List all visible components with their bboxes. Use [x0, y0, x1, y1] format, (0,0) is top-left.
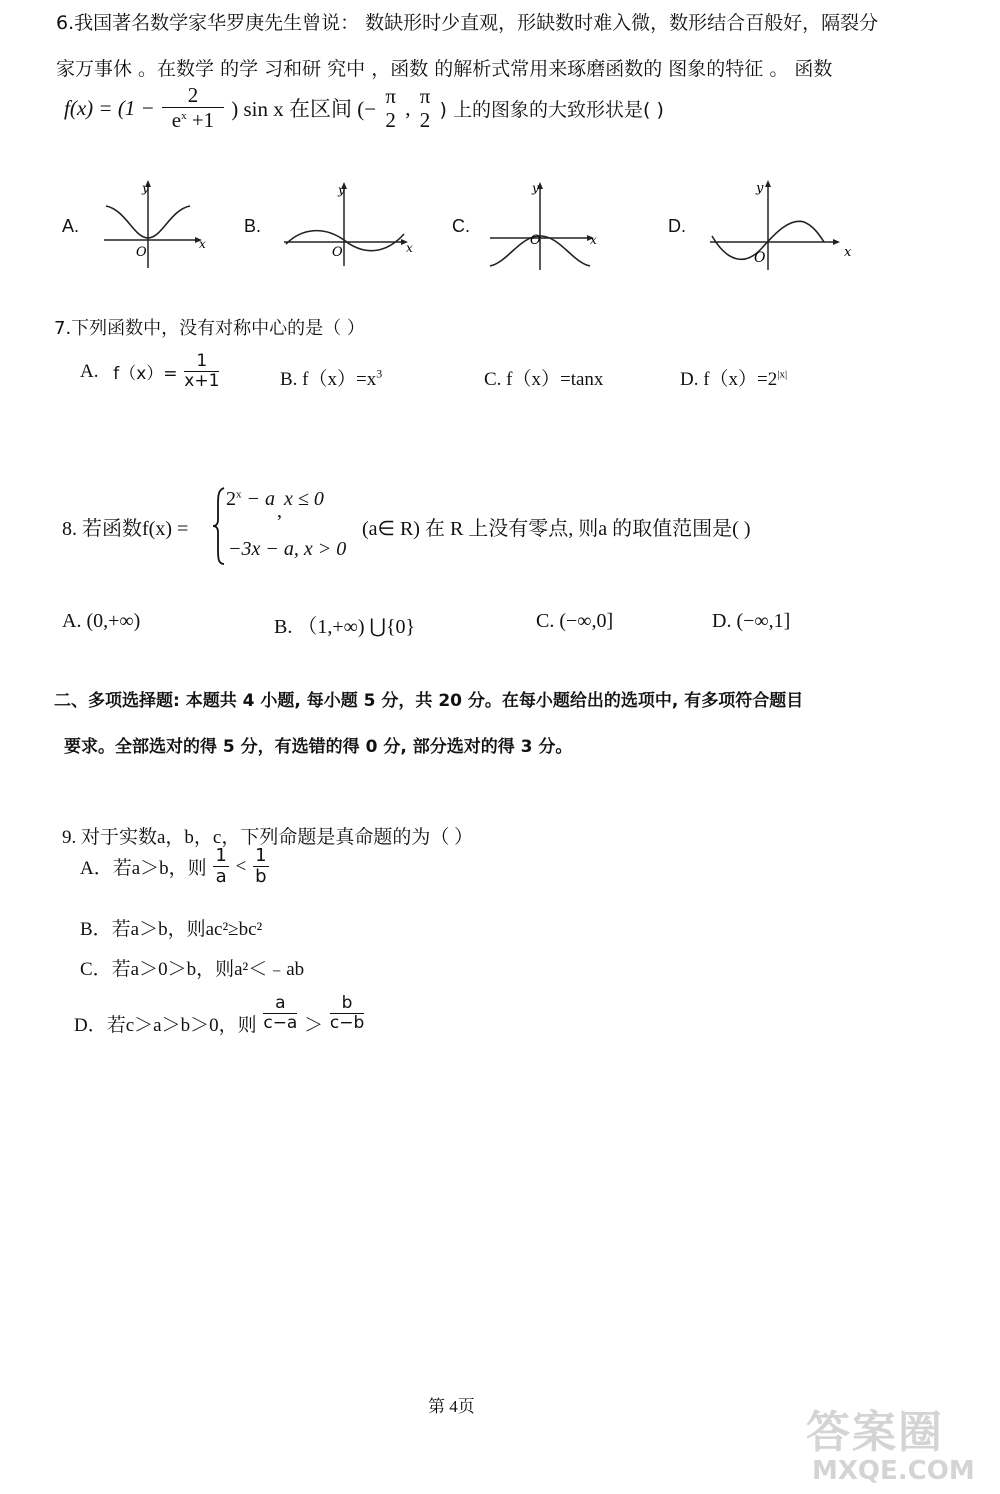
axis-x-label: x	[844, 245, 852, 260]
q8-tail: (a∈ R) 在 R 上没有零点, 则a 的取值范围是( )	[362, 518, 751, 540]
q8-option-c: C. (−∞,0]	[536, 610, 614, 632]
q9-a-lt: <	[235, 855, 247, 877]
q6-frac-den-e: e	[171, 108, 182, 133]
q6-option-b-label: B.	[244, 216, 262, 236]
origin-label: O	[136, 245, 147, 260]
axis-y-label: y	[142, 181, 149, 195]
q9-a-d1: a	[215, 865, 227, 887]
axis-x-label: x	[406, 241, 413, 255]
axis-y-label: y	[756, 181, 764, 196]
q7-a-text: f（x）=	[113, 364, 178, 385]
q9-a-pre: A．若a＞b，则	[80, 858, 207, 880]
origin-label: O	[530, 233, 541, 248]
q9-d-d1: c−a	[263, 1012, 298, 1033]
q6-frac-num: 2	[162, 84, 224, 108]
q7-option-c: C. f（x）=tanx	[484, 369, 604, 390]
q7-a-den: x+1	[184, 370, 220, 391]
watermark-logo: 答案圈	[806, 1407, 944, 1458]
q6-interval-left	[383, 85, 398, 132]
q6-option-b-graph	[280, 178, 420, 268]
origin-label: O	[754, 250, 766, 266]
q9-a-frac1	[213, 846, 228, 887]
axis-y-label: y	[532, 181, 539, 195]
q6-option-d-label: D.	[668, 216, 686, 236]
page-number: 第 4页	[428, 1397, 475, 1416]
q6-after-interval: ) 上的图象的大致形状是( )	[439, 98, 664, 121]
origin-label: O	[332, 245, 343, 260]
q8-case1-sup: x	[236, 488, 242, 501]
q7-a-num: 1	[184, 352, 219, 372]
q6-option-c-label: C.	[452, 216, 470, 236]
q8-lead: 8. 若函数f(x) =	[62, 518, 189, 540]
q9-d-pre: D．若c＞a＞b＞0，则	[74, 1015, 257, 1037]
q8-case1	[226, 488, 324, 522]
q8-option-d: D. (−∞,1]	[712, 610, 791, 632]
q6-two-1: 2	[385, 107, 396, 132]
q7-option-b	[280, 364, 382, 391]
q6-line1: 6.我国著名数学家华罗庚先生曾说： 数缺形时少直观，形缺数时难入微，数形结合百般好，隔裂分	[56, 12, 879, 34]
q6-option-d-graph	[706, 176, 862, 272]
q9-a-n1: 1	[215, 845, 227, 866]
q8-case1-comma: ,	[277, 500, 282, 522]
q6-line2: 家万事休 。在数学 的学 习和研 究中 ，函数 的解析式常用来琢磨函数的 图象的特征 。 函数	[56, 58, 833, 80]
q7-stem: 7.下列函数中，没有对称中心的是（ ）	[54, 318, 365, 339]
q8-option-a: A. (0,+∞)	[62, 610, 141, 632]
q8-case1-a: 2	[226, 488, 236, 510]
q6-option-a-graph	[98, 176, 210, 272]
q9-a-d2: b	[255, 865, 267, 887]
axis-x-label: x	[199, 237, 206, 251]
q6-interval-right	[418, 85, 433, 132]
q6-fraction	[162, 84, 224, 132]
section2-line2: 要求。全部选对的得 5 分，有选错的得 0 分, 部分选对的得 3 分。	[64, 737, 573, 757]
q9-d-frac1	[263, 994, 297, 1033]
q7-d-sup: |x|	[777, 368, 788, 381]
section2-line1: 二、多项选择题: 本题共 4 小题, 每小题 5 分，共 20 分。在每小题给出的选项中, 有多项符合题目	[54, 691, 804, 711]
q8-brace	[212, 486, 226, 566]
q9-a-n2: 1	[255, 845, 267, 866]
q9-stem: 9. 对于实数a，b，c，下列命题是真命题的为（ ）	[62, 827, 474, 848]
q7-option-a	[80, 352, 221, 408]
q8-case1-cond: x ≤ 0	[284, 488, 324, 510]
q9-option-a	[80, 846, 271, 898]
q6-pi-2: π	[419, 83, 431, 108]
q7-a-fraction	[184, 352, 219, 391]
q9-option-b: B．若a＞b，则ac²≥bc²	[80, 919, 263, 940]
q8-case1-b: − a	[241, 488, 275, 510]
q6-frac-den-exp: x	[181, 110, 187, 123]
q8-case2: −3x − a, x > 0	[228, 538, 347, 560]
q6-pi-1: π	[385, 83, 396, 108]
axis-x-label: x	[590, 233, 597, 247]
watermark-url: MXQE.COM	[812, 1456, 975, 1486]
q8-option-b: B. （1,+∞) ⋃{0}	[274, 616, 416, 638]
q9-d-frac2	[330, 994, 364, 1033]
q9-a-frac2	[253, 846, 268, 887]
q6-comma: ,	[405, 95, 411, 120]
q6-f-lhs: f(x) = (1 −	[64, 95, 155, 120]
q7-b-text: B. f（x）=x	[280, 369, 377, 390]
q6-after-frac: ) sin x 在区间 (−	[231, 97, 377, 122]
q6-option-a-label: A.	[62, 216, 80, 236]
q6-two-2: 2	[419, 107, 431, 132]
q7-b-sup: 3	[376, 366, 383, 381]
q7-option-d	[680, 364, 787, 391]
q6-formula	[64, 84, 664, 148]
q9-d-d2: c−b	[329, 1012, 365, 1033]
q9-option-d	[74, 994, 366, 1050]
q9-option-c: C．若a＞0＞b，则a²＜﹣ab	[80, 959, 305, 980]
q7-d-text: D. f（x）=2	[680, 369, 778, 390]
q6-option-c-graph	[486, 178, 606, 274]
axis-y-label: y	[338, 183, 345, 197]
q7-a-label: A.	[80, 360, 99, 382]
q9-d-n1: a	[263, 994, 297, 1014]
q6-frac-den-rest: +1	[186, 108, 215, 133]
q9-d-n2: b	[330, 994, 364, 1014]
q9-d-gt: ＞	[304, 1015, 324, 1037]
